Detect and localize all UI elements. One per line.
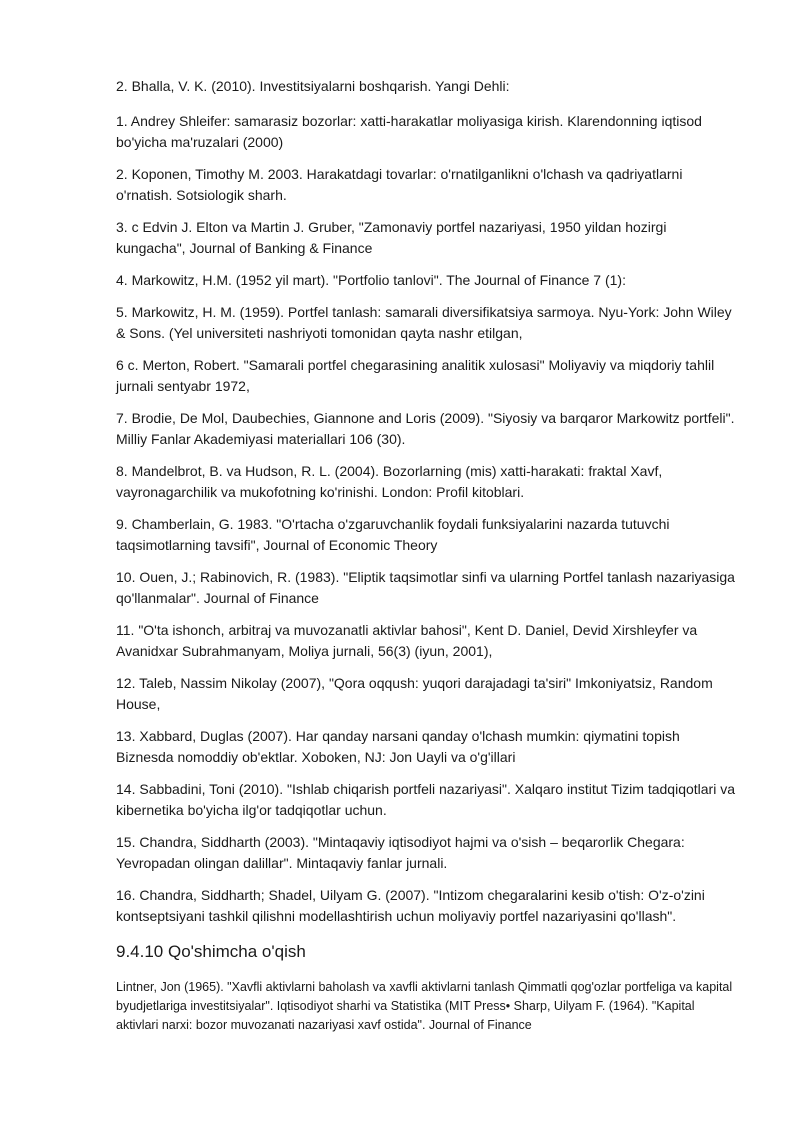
reference-item: 10. Ouen, J.; Rabinovich, R. (1983). "Eliptik taqsimotlar sinfi va ularning Portfel tanlash nazariyasiga qo'llanmalar". Journal of Finance [116,569,735,606]
reference-item: 7. Brodie, De Mol, Daubechies, Giannone and Loris (2009). "Siyosiy va barqaror Markowitz portfeli". Milliy Fanlar Akademiyasi materiallari 106 (30). [116,410,735,447]
reference-item: 6 c. Merton, Robert. "Samarali portfel chegarasining analitik xulosasi" Moliyaviy va miqdoriy tahlil jurnali sentyabr 1972, [116,357,715,394]
reference-item: 11. "O'ta ishonch, arbitraj va muvozanatli aktivlar bahosi", Kent D. Daniel, Devid Xirshleyfer va Avanidxar Subrahmanyam, Moliya jurnali, 56(3) (iyun, 2001), [116,622,698,659]
reference-item: 5. Markowitz, H. M. (1959). Portfel tanlash: samarali diversifikatsiya sarmoya. Nyu-York: John Wiley & Sons. (Yel universiteti nashriyoti tomonidan qayta nashr etilgan, [116,304,732,341]
reference-item: 8. Mandelbrot, B. va Hudson, R. L. (2004). Bozorlarning (mis) xatti-harakati: fraktal Xavf, vayronagarchilik va mukofotning ko'rinishi. London: Profil kitoblari. [116,463,663,500]
reference-item: 9. Chamberlain, G. 1983. "O'rtacha o'zgaruvchanlik foydali funksiyalarini nazarda tutuvchi taqsimotlarning tavsifi", Journal of Economic Theory [116,516,670,553]
reference-item: 2. Koponen, Timothy M. 2003. Harakatdagi tovarlar: o'rnatilganlikni o'lchash va qadriyatlarni o'rnatish. Sotsiologik sharh. [116,166,683,203]
reference-item: 12. Taleb, Nassim Nikolay (2007), "Qora oqqush: yuqori darajadagi ta'siri" Imkoniyatsiz, Random House, [116,675,713,712]
reference-item: 1. Andrey Shleifer: samarasiz bozorlar: xatti-harakatlar moliyasiga kirish. Klarendonning iqtisod bo'yicha ma'ruzalari (2000) [116,113,702,150]
reference-item: 3. c Edvin J. Elton va Martin J. Gruber, "Zamonaviy portfel nazariyasi, 1950 yildan hozirgi kungacha", Journal of Banking & Finance [116,219,667,256]
reference-item: 14. Sabbadini, Toni (2010). "Ishlab chiqarish portfeli nazariyasi". Xalqaro institut Tizim tadqiqotlari va kibernetika bo'yicha ilg'or tadqiqotlar uchun. [116,781,736,818]
reference-item: 4. Markowitz, H.M. (1952 yil mart). "Portfolio tanlovi". The Journal of Finance 7 (1): [116,272,626,288]
reference-item: 2. Bhalla, V. K. (2010). Investitsiyalarni boshqarish. Yangi Dehli: [116,78,510,94]
reference-item: 15. Chandra, Siddharth (2003). "Mintaqaviy iqtisodiyot hajmi va o'sish – beqarorlik Chegara: Yevropadan olingan dalillar". Mintaqaviy fanlar jurnali. [116,834,685,871]
document-page [116,76,736,1035]
reference-item: 13. Xabbard, Duglas (2007). Har qanday narsani qanday o'lchash mumkin: qiymatini topish Biznesda nomoddiy ob'ektlar. Xoboken, NJ: Jon Uayli va o'g'illari [116,728,680,765]
section-heading: 9.4.10 Qo'shimcha o'qish [116,942,306,961]
further-reading-text: Lintner, Jon (1965). "Xavfli aktivlarni baholash va xavfli aktivlarni tanlash Qimmatli qog'ozlar portfeliga va kapital byudjetlariga investitsiyalar". Iqtisodiyot sharhi va Statistika (MIT Press• Sharp, Uilyam F. (1964). "Kapital aktivlari narxi: bozor muvozanati nazariyasi xavf ostida". Journal of Finance [116,980,733,1032]
reference-item: 16. Chandra, Siddharth; Shadel, Uilyam G. (2007). "Intizom chegaralarini kesib o'tish: O'z-o'zini kontseptsiyani tashkil qilishni modellashtirish uchun moliyaviy portfel nazariyasini qo'llash". [116,887,705,924]
reference-list [116,76,736,927]
